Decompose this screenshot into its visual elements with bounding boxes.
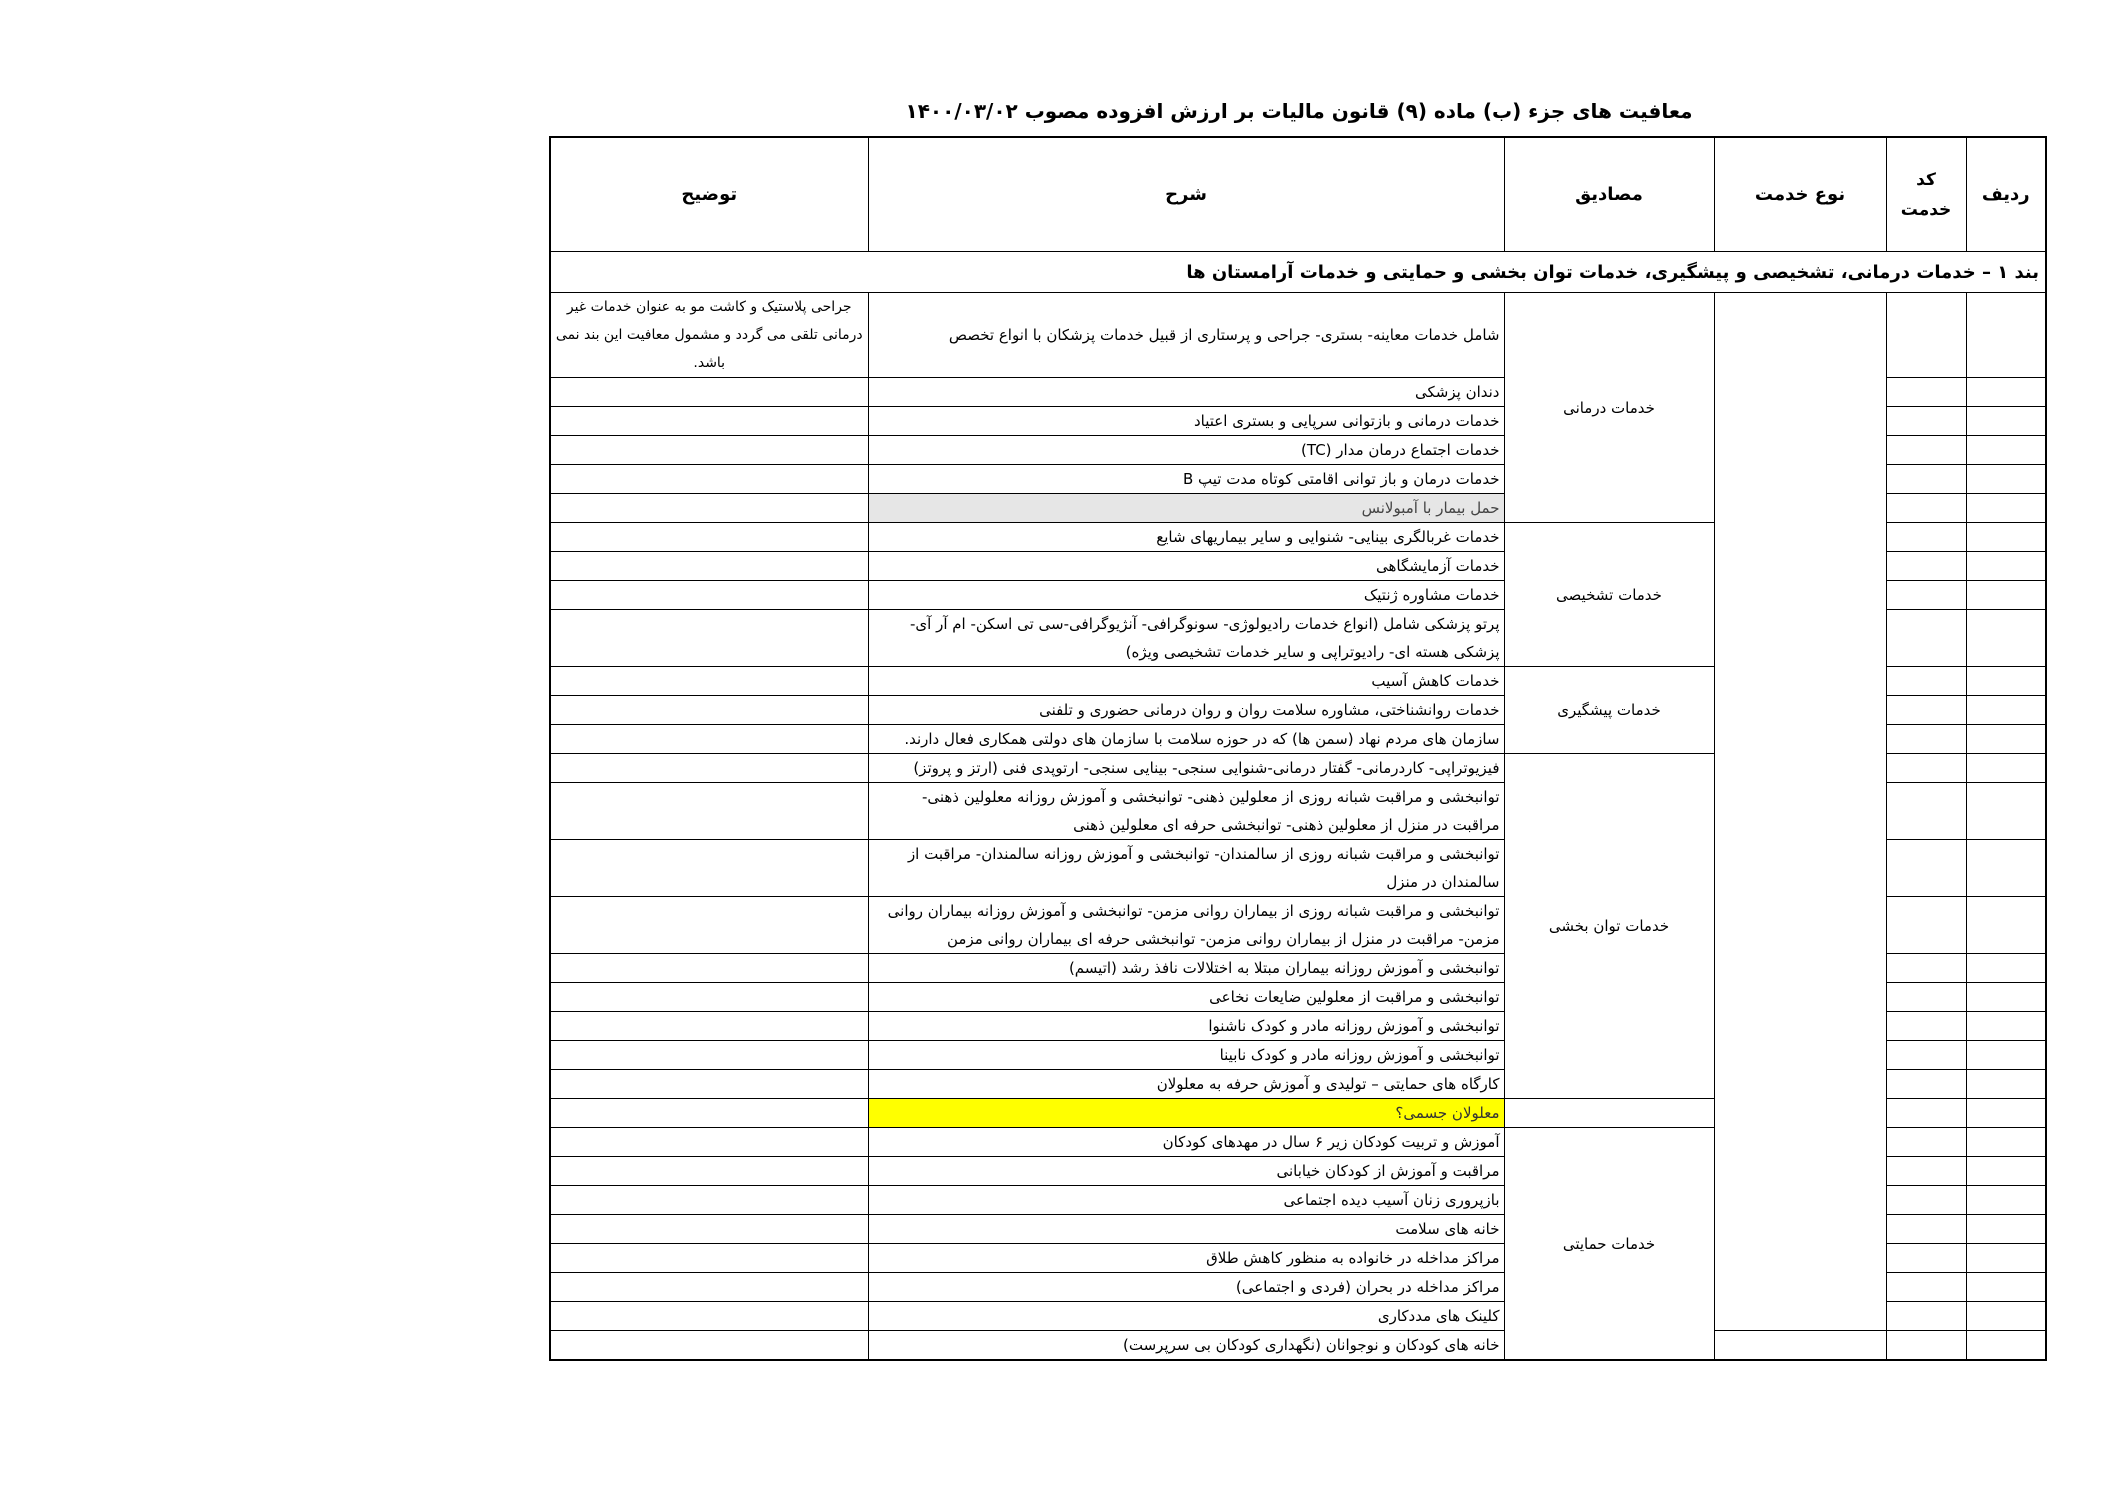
notes-cell	[550, 581, 868, 610]
row-number-cell	[1966, 1302, 2046, 1331]
header-row-number: ردیف	[1966, 137, 2046, 252]
notes-cell	[550, 1244, 868, 1273]
category-diagnostic: خدمات تشخیصی	[1504, 523, 1714, 667]
description-cell: مراکز مداخله در بحران (فردی و اجتماعی)	[868, 1273, 1504, 1302]
row-number-cell	[1966, 378, 2046, 407]
description-cell: خانه های سلامت	[868, 1215, 1504, 1244]
category-support: خدمات حمایتی	[1504, 1128, 1714, 1361]
notes-cell	[550, 610, 868, 667]
description-cell: مراقبت و آموزش از کودکان خیابانی	[868, 1157, 1504, 1186]
description-cell: خدمات کاهش آسیب	[868, 667, 1504, 696]
service-type-cell	[1714, 293, 1886, 1331]
service-code-cell	[1886, 1302, 1966, 1331]
row-number-cell	[1966, 1244, 2046, 1273]
service-code-cell	[1886, 436, 1966, 465]
row-number-cell	[1966, 465, 2046, 494]
description-cell: شامل خدمات معاینه- بستری- جراحی و پرستاری از قبیل خدمات پزشکان با انواع تخصص	[868, 293, 1504, 378]
row-number-cell	[1966, 840, 2046, 897]
description-cell: توانبخشی و آموزش روزانه بیماران مبتلا به اختلالات نافذ رشد (اتیسم)	[868, 954, 1504, 983]
notes-cell	[550, 983, 868, 1012]
header-service-code: کد خدمت	[1886, 137, 1966, 252]
exemptions-table	[549, 136, 2047, 1361]
row-number-cell	[1966, 1157, 2046, 1186]
row-number-cell	[1966, 983, 2046, 1012]
service-code-cell	[1886, 552, 1966, 581]
service-code-cell	[1886, 1244, 1966, 1273]
notes-cell	[550, 1012, 868, 1041]
description-cell: پرتو پزشکی شامل (انواع خدمات رادیولوژی- سونوگرافی- آنژیوگرافی-سی تی اسکن- ام آر آی- پزشکی هسته ای- رادیوتراپی و سایر خدمات تشخیصی ویژه)	[868, 610, 1504, 667]
service-code-cell	[1886, 1128, 1966, 1157]
service-code-cell	[1886, 897, 1966, 954]
row-number-cell	[1966, 293, 2046, 378]
notes-cell	[550, 1041, 868, 1070]
notes-cell	[550, 552, 868, 581]
service-code-cell	[1886, 1157, 1966, 1186]
section-heading: بند ۱ – خدمات درمانی، تشخیصی و پیشگیری، خدمات توان بخشی و حمایتی و خدمات آرامستان ها	[550, 252, 2046, 293]
row-number-cell	[1966, 407, 2046, 436]
description-cell: توانبخشی و آموزش روزانه مادر و کودک نابینا	[868, 1041, 1504, 1070]
instances-cell	[1504, 1099, 1714, 1128]
service-code-cell	[1886, 1215, 1966, 1244]
notes-cell	[550, 1186, 868, 1215]
notes-cell	[550, 407, 868, 436]
description-cell-highlighted-gray: حمل بیمار با آمبولانس	[868, 494, 1504, 523]
row-number-cell	[1966, 783, 2046, 840]
notes-cell	[550, 840, 868, 897]
notes-cell: جراحی پلاستیک و کاشت مو به عنوان خدمات غیر درمانی تلقی می گردد و مشمول معافیت این بند نمی باشد.	[550, 293, 868, 378]
notes-cell	[550, 754, 868, 783]
service-code-cell	[1886, 1012, 1966, 1041]
category-treatment: خدمات درمانی	[1504, 293, 1714, 523]
row-number-cell	[1966, 1041, 2046, 1070]
description-cell: خدمات درمان و باز توانی اقامتی کوتاه مدت تیپ B	[868, 465, 1504, 494]
notes-cell	[550, 378, 868, 407]
category-rehab: خدمات توان بخشی	[1504, 754, 1714, 1099]
service-code-cell	[1886, 754, 1966, 783]
notes-cell	[550, 954, 868, 983]
notes-cell	[550, 1273, 868, 1302]
header-instances: مصادیق	[1504, 137, 1714, 252]
service-code-cell	[1886, 1331, 1966, 1361]
notes-cell	[550, 1215, 868, 1244]
row-number-cell	[1966, 1215, 2046, 1244]
notes-cell	[550, 1302, 868, 1331]
row-number-cell	[1966, 1331, 2046, 1361]
description-cell: خانه های کودکان و نوجوانان (نگهداری کودکان بی سرپرست)	[868, 1331, 1504, 1361]
row-number-cell	[1966, 1186, 2046, 1215]
notes-cell	[550, 667, 868, 696]
service-code-cell	[1886, 523, 1966, 552]
notes-cell	[550, 436, 868, 465]
table-row	[550, 1331, 2046, 1361]
service-code-cell	[1886, 465, 1966, 494]
row-number-cell	[1966, 610, 2046, 667]
service-code-cell	[1886, 696, 1966, 725]
service-code-cell	[1886, 1099, 1966, 1128]
row-number-cell	[1966, 1099, 2046, 1128]
description-cell: کارگاه های حمایتی – تولیدی و آموزش حرفه به معلولان	[868, 1070, 1504, 1099]
service-code-cell	[1886, 840, 1966, 897]
description-cell: توانبخشی و مراقبت شبانه روزی از سالمندان- توانبخشی و آموزش روزانه سالمندان- مراقبت از سالمندان در منزل	[868, 840, 1504, 897]
service-type-cell	[1714, 1331, 1886, 1361]
row-number-cell	[1966, 667, 2046, 696]
description-cell-highlighted-yellow: معلولان جسمی؟	[868, 1099, 1504, 1128]
row-number-cell	[1966, 581, 2046, 610]
service-code-cell	[1886, 1070, 1966, 1099]
service-code-cell	[1886, 494, 1966, 523]
row-number-cell	[1966, 954, 2046, 983]
row-number-cell	[1966, 494, 2046, 523]
row-number-cell	[1966, 754, 2046, 783]
description-cell: بازپروری زنان آسیب دیده اجتماعی	[868, 1186, 1504, 1215]
notes-cell	[550, 783, 868, 840]
header-notes: توضیح	[550, 137, 868, 252]
description-cell: کلینک های مددکاری	[868, 1302, 1504, 1331]
notes-cell	[550, 725, 868, 754]
description-cell: خدمات آزمایشگاهی	[868, 552, 1504, 581]
service-code-cell	[1886, 725, 1966, 754]
service-code-cell	[1886, 610, 1966, 667]
service-code-cell	[1886, 581, 1966, 610]
notes-cell	[550, 1128, 868, 1157]
description-cell: توانبخشی و آموزش روزانه مادر و کودک ناشنوا	[868, 1012, 1504, 1041]
service-code-cell	[1886, 407, 1966, 436]
category-prevention: خدمات پیشگیری	[1504, 667, 1714, 754]
service-code-cell	[1886, 1186, 1966, 1215]
description-cell: خدمات روانشناختی، مشاوره سلامت روان و روان درمانی حضوری و تلفنی	[868, 696, 1504, 725]
description-cell: توانبخشی و مراقبت شبانه روزی از معلولین ذهنی- توانبخشی و آموزش روزانه معلولین ذهنی- مراقبت در منزل از معلولین ذهنی- توانبخشی حرفه ای معلولین ذهنی	[868, 783, 1504, 840]
description-cell: توانبخشی و مراقبت از معلولین ضایعات نخاعی	[868, 983, 1504, 1012]
notes-cell	[550, 1099, 868, 1128]
header-service-type: نوع خدمت	[1714, 137, 1886, 252]
service-code-cell	[1886, 667, 1966, 696]
notes-cell	[550, 696, 868, 725]
description-cell: سازمان های مردم نهاد (سمن ها) که در حوزه سلامت با سازمان های دولتی همکاری فعال دارند.	[868, 725, 1504, 754]
header-description: شرح	[868, 137, 1504, 252]
notes-cell	[550, 523, 868, 552]
row-number-cell	[1966, 552, 2046, 581]
service-code-cell	[1886, 783, 1966, 840]
description-cell: خدمات مشاوره ژنتیک	[868, 581, 1504, 610]
row-number-cell	[1966, 696, 2046, 725]
service-code-cell	[1886, 1273, 1966, 1302]
notes-cell	[550, 897, 868, 954]
row-number-cell	[1966, 523, 2046, 552]
row-number-cell	[1966, 1128, 2046, 1157]
description-cell: آموزش و تربیت کودکان زیر ۶ سال در مهدهای کودکان	[868, 1128, 1504, 1157]
notes-cell	[550, 1331, 868, 1361]
section-heading-row	[550, 252, 2046, 293]
description-cell: توانبخشی و مراقبت شبانه روزی از بیماران روانی مزمن- توانبخشی و آموزش روزانه بیماران روانی مزمن- مراقبت در منزل از بیماران روانی مزمن- توانبخشی حرفه ای بیماران روانی مزمن	[868, 897, 1504, 954]
row-number-cell	[1966, 1070, 2046, 1099]
description-cell: دندان پزشکی	[868, 378, 1504, 407]
row-number-cell	[1966, 1012, 2046, 1041]
table-header-row	[550, 137, 2046, 252]
table-row	[550, 293, 2046, 378]
service-code-cell	[1886, 293, 1966, 378]
service-code-cell	[1886, 983, 1966, 1012]
row-number-cell	[1966, 725, 2046, 754]
description-cell: خدمات درمانی و بازتوانی سرپایی و بستری اعتیاد	[868, 407, 1504, 436]
description-cell: خدمات غربالگری بینایی- شنوایی و سایر بیماریهای شایع	[868, 523, 1504, 552]
description-cell: خدمات اجتماع درمان مدار (TC)	[868, 436, 1504, 465]
row-number-cell	[1966, 436, 2046, 465]
row-number-cell	[1966, 1273, 2046, 1302]
description-cell: مراکز مداخله در خانواده به منظور کاهش طلاق	[868, 1244, 1504, 1273]
notes-cell	[550, 1157, 868, 1186]
service-code-cell	[1886, 378, 1966, 407]
service-code-cell	[1886, 1041, 1966, 1070]
page-title: معافیت های جزء (ب) ماده (۹) قانون مالیات بر ارزش افزوده مصوب ۱۴۰۰/۰۳/۰۲	[905, 99, 1693, 123]
notes-cell	[550, 1070, 868, 1099]
notes-cell	[550, 494, 868, 523]
notes-cell	[550, 465, 868, 494]
description-cell: فیزیوتراپی- کاردرمانی- گفتار درمانی-شنوایی سنجی- بینایی سنجی- ارتوپدی فنی (ارتز و پروتز)	[868, 754, 1504, 783]
service-code-cell	[1886, 954, 1966, 983]
row-number-cell	[1966, 897, 2046, 954]
